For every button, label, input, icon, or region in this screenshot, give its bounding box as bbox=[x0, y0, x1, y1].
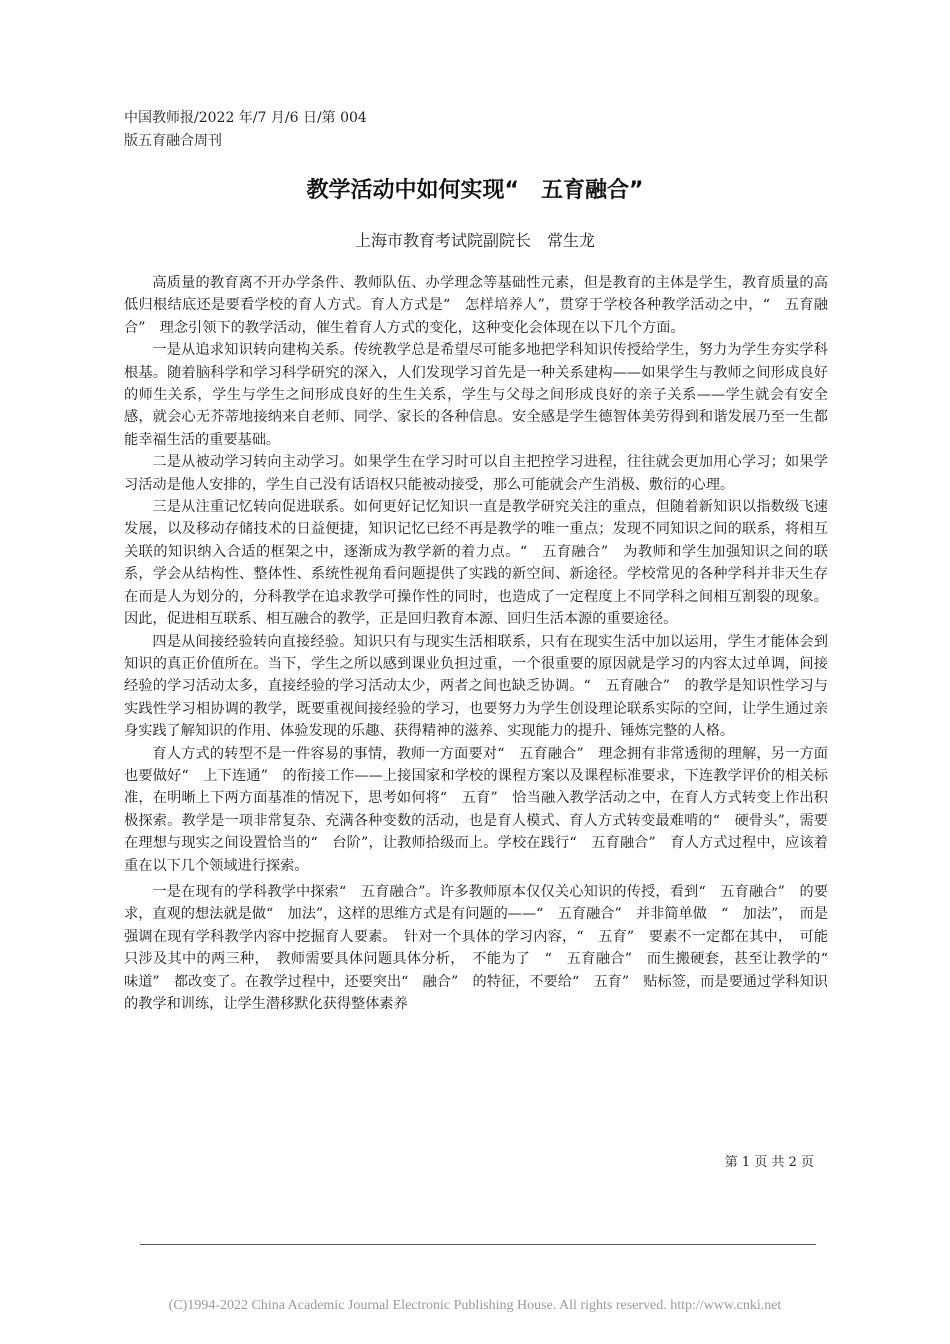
source-line-1: 中国教师报/2022 年/7 月/6 日/第 004 bbox=[124, 110, 367, 126]
source-line-2: 版五育融合周刊 bbox=[124, 133, 222, 149]
article-author: 上海市教育考试院副院长 常生龙 bbox=[354, 231, 595, 250]
article-title: 教学活动中如何实现“ 五育融合” bbox=[306, 178, 644, 203]
article-body bbox=[124, 272, 843, 1015]
page-indicator: 第 1 页 共 2 页 bbox=[724, 1155, 814, 1170]
paragraph: 一是在现有的学科教学中探索“ 五育融合”。许多教师原本仅仅关心知识的传授，看到“ 五育融合” 的要求，直观的想法就是做“ 加法”，这样的思维方式是有问题的——“ 五育融合” 并非简单做 “ 加法”， 而是强调在现有学科教学内容中挖掘育人要素。 针对一个具体的学习内容，“ 五育” 要素不一定都在其中， 可能只涉及其中的两三种， 教师需要具体问题具体分析， 不能为了 “ 五育融合” 而生搬硬套，甚至让教学的“ 味道” 都改变了。在教学过程中，还要突出“ 融合” 的特征，不要给“ 五育” 贴标签，而是要通过学科知识的教学和训练，让学生潜移默化获得整体素养 bbox=[124, 883, 843, 1012]
paragraph: 高质量的教育离不开办学条件、教师队伍、办学理念等基础性元素，但是教育的主体是学生，教育质量的高低归根结底还是要看学校的育人方式。育人方式是“ 怎样培养人”，贯穿于学校各种教学活动之中，“ 五育融合” 理念引领下的教学活动，催生着育人方式的变化，这种变化会体现在以下几个方面。 bbox=[124, 275, 828, 336]
paragraph: 一是从追求知识转向建构关系。传统教学总是希望尽可能多地把学科知识传授给学生，努力为学生夯实学科根基。随着脑科学和学习科学研究的深入，人们发现学习首先是一种关系建构——如果学生与教师之间形成良好的师生关系，学生与学生之间形成良好的生生关系，学生与父母之间形成良好的亲子关系——学生就会有安全感，就会心无芥蒂地接纳来自老师、同学、家长的各种信息。安全感是学生德智体美劳得到和谐发展乃至一生都能幸福生活的重要基础。 bbox=[124, 342, 828, 448]
paragraph: 二是从被动学习转向主动学习。如果学生在学习时可以自主把控学习进程，往往就会更加用心学习；如果学习活动是他人安排的，学生自己没有话语权只能被动接受，那么可能就会产生消极、敷衍的心理。 bbox=[124, 454, 828, 493]
paragraph: 育人方式的转型不是一件容易的事情，教师一方面要对“ 五育融合” 理念拥有非常透彻的理解，另一方面也要做好“ 上下连通” 的衔接工作——上接国家和学校的课程方案以及课程标准要求，下连教学评价的相关标准，在明晰上下两方面基准的情况下，思考如何将“ 五育” 恰当融入教学活动之中，在育人方式转变上作出积极探索。教学是一项非常复杂、充满各种变数的活动，也是育人模式、育人方式转变最难啃的“ 硬骨头”，需要在理想与现实之间设置恰当的“ 台阶”，让教师拾级而上。学校在践行“ 五育融合” 育人方式过程中，应该着重在以下几个领域进行探索。 bbox=[124, 745, 828, 874]
copyright-footer: (C)1994-2022 China Academic Journal Electronic Publishing House. All rights reserved. http://www.cnki.net bbox=[168, 1298, 782, 1313]
paragraph: 四是从间接经验转向直接经验。知识只有与现实生活相联系，只有在现实生活中加以运用，学生才能体会到知识的真正价值所在。当下，学生之所以感到课业负担过重，一个很重要的原因就是学习的内容太过单调，间接经验的学习活动太多，直接经验的学习活动太少，两者之间也缺乏协调。“ 五育融合” 的教学是知识性学习与实践性学习相协调的教学，既要重视间接经验的学习，也要努力为学生创设理论联系实际的空间，让学生通过亲身实践了解知识的作用、体验发现的乐趣、获得精神的滋养、实现能力的提升、锤炼完整的人格。 bbox=[124, 633, 828, 740]
footer-divider bbox=[140, 1244, 816, 1245]
paragraph: 三是从注重记忆转向促进联系。如何更好记忆知识一直是教学研究关注的重点，但随着新知识以指数级飞速发展，以及移动存储技术的日益便捷，知识记忆已经不再是教学的唯一重点；发现不同知识之间的联系，将相互关联的知识纳入合适的框架之中，逐渐成为教学新的着力点。“ 五育融合” 为教师和学生加强知识之间的联系，学会从结构性、整体性、系统性视角看问题提供了实践的新空间、新途径。学校常见的各种学科并非天生存在而是人为划分的，分科教学在追求教学可操作性的同时，也造成了一定程度上不同学科之间相互割裂的现象。因此，促进相互联系、相互融合的教学，正是回归教育本源、回归生活本源的重要途径。 bbox=[124, 499, 828, 628]
